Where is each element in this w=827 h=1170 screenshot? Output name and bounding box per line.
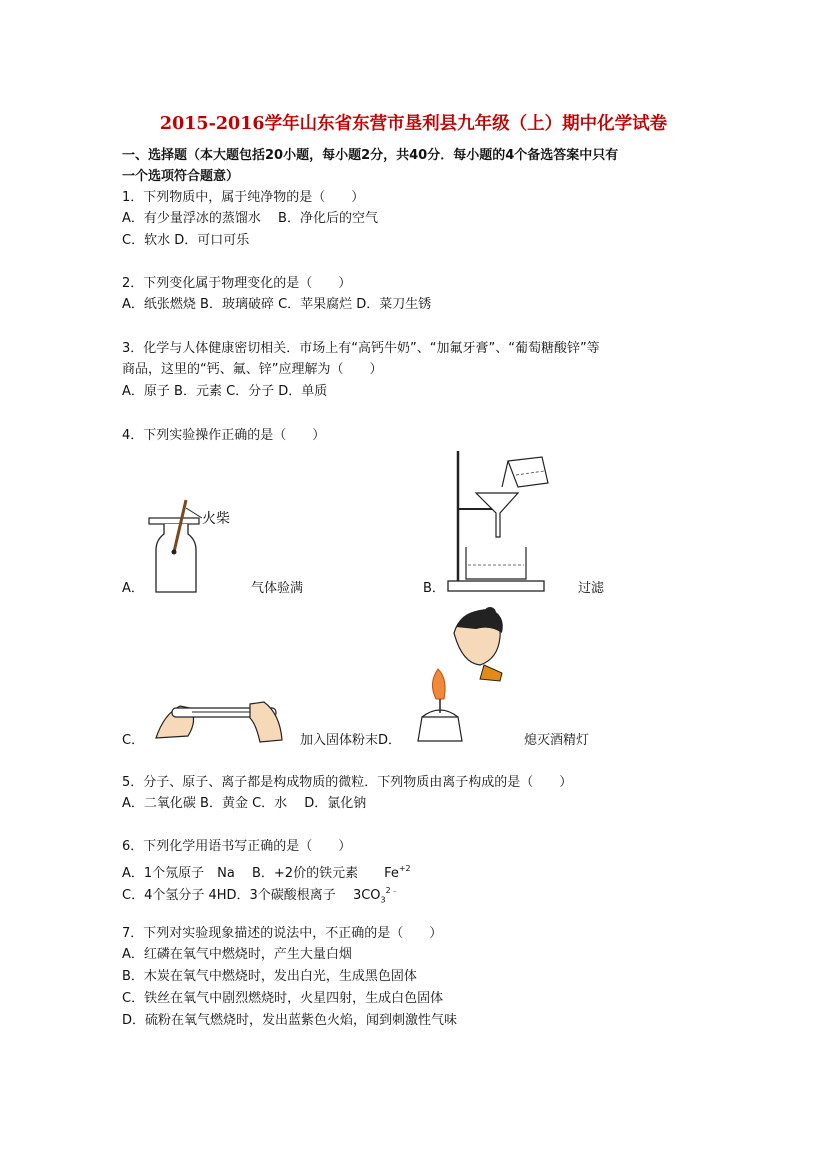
q7-option-a: A．红磷在氧气中燃烧时，产生大量白烟 — [122, 947, 352, 962]
q2-options: A．纸张燃烧 B．玻璃破碎 C．苹果腐烂 D．菜刀生锈 — [122, 297, 432, 312]
q4-option-b: B． — [423, 581, 445, 596]
q3-options: A．原子 B．元素 C．分子 D．单质 — [122, 384, 328, 399]
carbonate-subscript: 3 — [380, 895, 386, 905]
q7-option-b: B．木炭在氧气中燃烧时，发出白光，生成黑色固体 — [122, 969, 417, 984]
caption-filtration: 过滤 — [578, 581, 605, 596]
filtration-figure — [444, 447, 564, 597]
q7-stem: 7．下列对实验现象描述的说法中，不正确的是（ ） — [122, 926, 443, 941]
alcohol-lamp-figure — [410, 603, 510, 745]
match-label: 火柴 — [202, 511, 230, 527]
section-heading-line2: 一个选项符合题意） — [122, 169, 240, 184]
q3-stem-line1: 3．化学与人体健康密切相关．市场上有“高钙牛奶”、“加氟牙膏”、“葡萄糖酸锌”等 — [122, 341, 600, 356]
q7-option-c: C．铁丝在氧气中剧烈燃烧时，火星四射，生成白色固体 — [122, 991, 444, 1006]
q4-option-a: A． — [122, 581, 144, 596]
q6-stem: 6．下列化学用语书写正确的是（ ） — [122, 839, 352, 854]
q2-stem: 2．下列变化属于物理变化的是（ ） — [122, 276, 352, 291]
caption-extinguish-alcohol-lamp: 熄灭酒精灯 — [524, 733, 590, 748]
q6-options-ab: A．1个氖原子 Na B．+2价的铁元素 $Fe^{+2}$ — [122, 864, 411, 881]
iron-valence-superscript: +2 — [398, 864, 411, 873]
section-heading-line1: 一、选择题（本大题包括20小题，每小题2分，共40分．每小题的4个备选答案中只有 — [122, 148, 619, 163]
q5-options: A．二氧化碳 B．黄金 C．水 D．氯化钠 — [122, 796, 367, 811]
page-title: 2015-2016学年山东省东营市垦利县九年级（上）期中化学试卷 — [159, 114, 668, 134]
caption-gas-full-test: 气体验满 — [251, 581, 304, 596]
q7-option-d: D．硫粉在氧气燃烧时，发出蓝紫色火焰，闻到刺激性气味 — [122, 1013, 458, 1028]
test-tube-figure — [152, 684, 288, 748]
carbonate-charge-superscript: 2﹣ — [385, 886, 399, 895]
caption-add-solid-powder: 加入固体粉末D． — [300, 733, 402, 748]
gas-bottle-figure — [146, 496, 246, 596]
q1-options-ab: A．有少量浮冰的蒸馏水 B．净化后的空气 — [122, 211, 378, 226]
q4-stem: 4．下列实验操作正确的是（ ） — [122, 428, 326, 443]
q3-stem-line2: 商品，这里的“钙、氟、锌”应理解为（ ） — [122, 362, 383, 377]
q1-stem: 1．下列物质中，属于纯净物的是（ ） — [122, 190, 365, 205]
q4-option-c: C． — [122, 733, 145, 748]
q6-options-cd: C．4个氢分子 4HD．3个碳酸根离子 $3CO_3^{2﹣}$ — [122, 886, 399, 905]
q5-stem: 5．分子、原子、离子都是构成物质的微粒．下列物质由离子构成的是（ ） — [122, 775, 573, 790]
q1-options-cd: C．软水 D．可口可乐 — [122, 233, 250, 248]
